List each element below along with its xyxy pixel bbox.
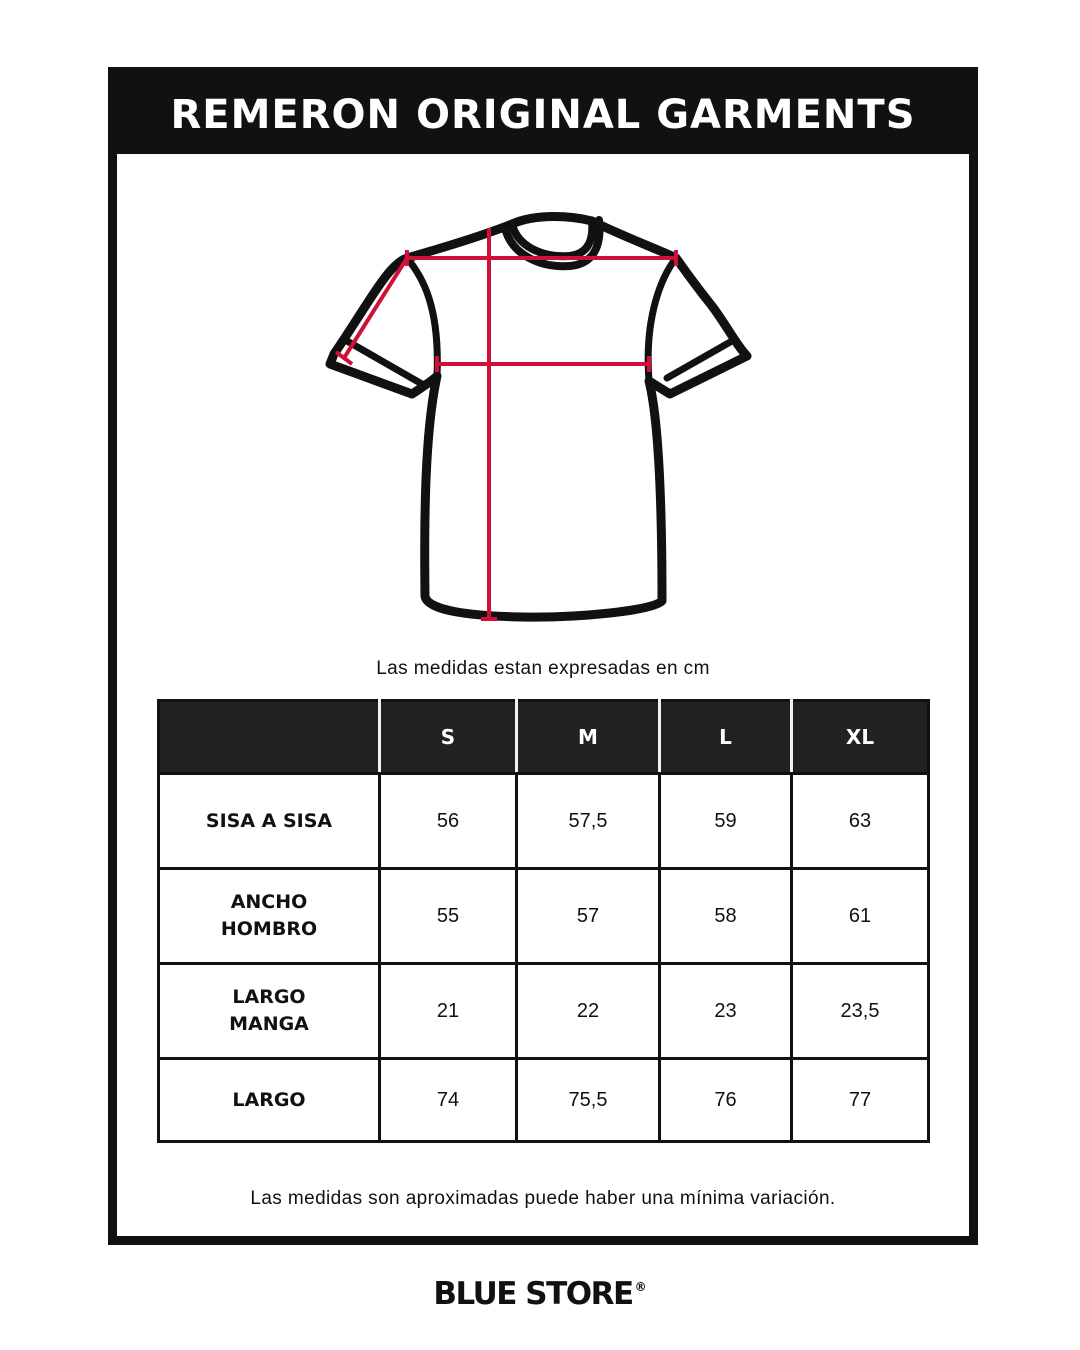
table-row [159, 774, 929, 869]
table-row [159, 1059, 929, 1142]
row-label-line: MANGA [229, 1013, 309, 1035]
table-cell: 23 [660, 964, 792, 1059]
table-cell: 57,5 [517, 774, 660, 869]
header-cell-xl: XL [792, 701, 929, 774]
row-label [159, 774, 380, 869]
row-label-line: SISA A SISA [205, 809, 333, 832]
table-cell: 56 [380, 774, 517, 869]
row-label-line: HOMBRO [220, 918, 318, 940]
table-cell: 22 [517, 964, 660, 1059]
row-label-line: LARGO [232, 1088, 306, 1111]
table-cell: 58 [660, 869, 792, 964]
table-cell: 61 [792, 869, 929, 964]
row-label-line: ANCHO [230, 891, 308, 913]
size-table [157, 699, 930, 1143]
row-label-line: LARGO [232, 986, 306, 1008]
table-cell: 76 [660, 1059, 792, 1142]
header-cell-empty [159, 701, 380, 774]
table-cell: 75,5 [517, 1059, 660, 1142]
table-cell: 74 [380, 1059, 517, 1142]
table-row [159, 869, 929, 964]
page-title: REMERON ORIGINAL GARMENTS [170, 92, 916, 138]
table-cell: 55 [380, 869, 517, 964]
brand-name: BLUE STORE [433, 1276, 633, 1312]
table-cell: 63 [792, 774, 929, 869]
tshirt-outline-icon [322, 206, 762, 646]
table-cell: 21 [380, 964, 517, 1059]
row-label [159, 1059, 380, 1142]
registered-mark: ® [634, 1280, 647, 1294]
brand-logo [0, 1276, 1080, 1312]
title-bar [117, 76, 969, 154]
row-label [159, 869, 380, 964]
table-cell: 57 [517, 869, 660, 964]
table-cell: 23,5 [792, 964, 929, 1059]
header-cell-l: L [660, 701, 792, 774]
table-cell: 59 [660, 774, 792, 869]
size-chart-card [108, 67, 978, 1245]
header-cell-m: M [517, 701, 660, 774]
row-label [159, 964, 380, 1059]
table-header-row [159, 701, 929, 774]
header-cell-s: S [380, 701, 517, 774]
footnote: Las medidas son aproximadas puede haber una mínima variación. [250, 1188, 836, 1209]
unit-note: Las medidas estan expresadas en cm [376, 658, 710, 679]
table-row [159, 964, 929, 1059]
table-cell: 77 [792, 1059, 929, 1142]
